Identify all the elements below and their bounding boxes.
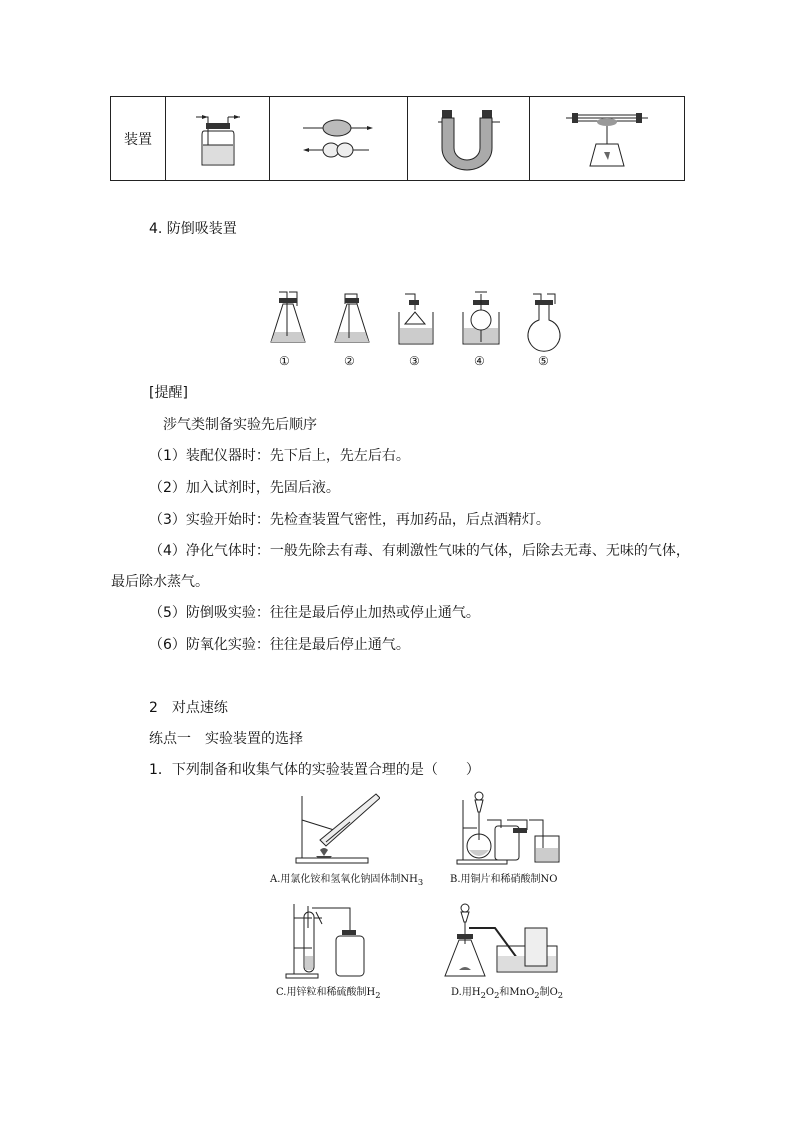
option-a-caption: A.用氯化铵和氢氧化钠固体制$NH_3$ [270, 874, 424, 887]
tip-item: （3）实验开始时：先检查装置气密性，再加药品，后点酒精灯。 [149, 512, 550, 528]
option-d-figure [443, 898, 558, 980]
gas-washing-bottle-icon [166, 97, 270, 181]
conical-flask-icon [271, 292, 305, 342]
round-flask-icon [528, 294, 560, 351]
tip-item: （2）加入试剂时，先固后液。 [149, 480, 340, 496]
anti-suckback-label: ④ [474, 354, 485, 368]
conical-flask-icon [335, 294, 369, 342]
heated-tube-icon [529, 97, 684, 181]
option-c-caption: C.用锌粒和稀硫酸制$H_2$ [276, 987, 381, 1000]
tip-item: （1）装配仪器时：先下后上，先左后右。 [149, 448, 410, 464]
beaker-funnel-icon [399, 294, 433, 344]
anti-suckback-label: ③ [409, 354, 420, 368]
bulb-tube-icon [463, 292, 499, 344]
option-d-caption: D.用$H_2O_2$和MnO$_2$制$O_2$ [451, 987, 564, 1000]
tip-item: 最后除水蒸气。 [111, 574, 209, 590]
tip-intro: 涉气类制备实验先后顺序 [163, 417, 317, 433]
tip-item: （4）净化气体时：一般先除去有毒、有刺激性气味的气体，后除去无毒、无味的气体， [149, 543, 690, 559]
apparatus-table [110, 96, 685, 181]
practice-section-heading: 2 对点速练 [149, 700, 228, 716]
tip-label: [提醒] [149, 385, 188, 401]
drying-tube-icon [270, 97, 408, 181]
anti-suckback-label: ⑤ [538, 354, 549, 368]
option-a-figure [290, 790, 380, 865]
tip-item: （5）防倒吸实验：往往是最后停止加热或停止通气。 [149, 605, 480, 621]
option-b-caption: B.用铜片和稀硝酸制NO [450, 874, 558, 885]
anti-suckback-label: ① [279, 354, 290, 368]
tip-item: （6）防氧化实验：往往是最后停止通气。 [149, 637, 410, 653]
option-c-figure [282, 898, 372, 980]
option-b-figure [455, 790, 565, 865]
question-text: 1．下列制备和收集气体的实验装置合理的是（ ） [149, 762, 480, 778]
table-label: 装置 [111, 97, 166, 181]
u-tube-icon [408, 97, 529, 181]
anti-suckback-label: ② [344, 354, 355, 368]
section-heading-anti-suckback: 4. 防倒吸装置 [149, 221, 237, 237]
practice-topic: 练点一 实验装置的选择 [149, 731, 303, 747]
